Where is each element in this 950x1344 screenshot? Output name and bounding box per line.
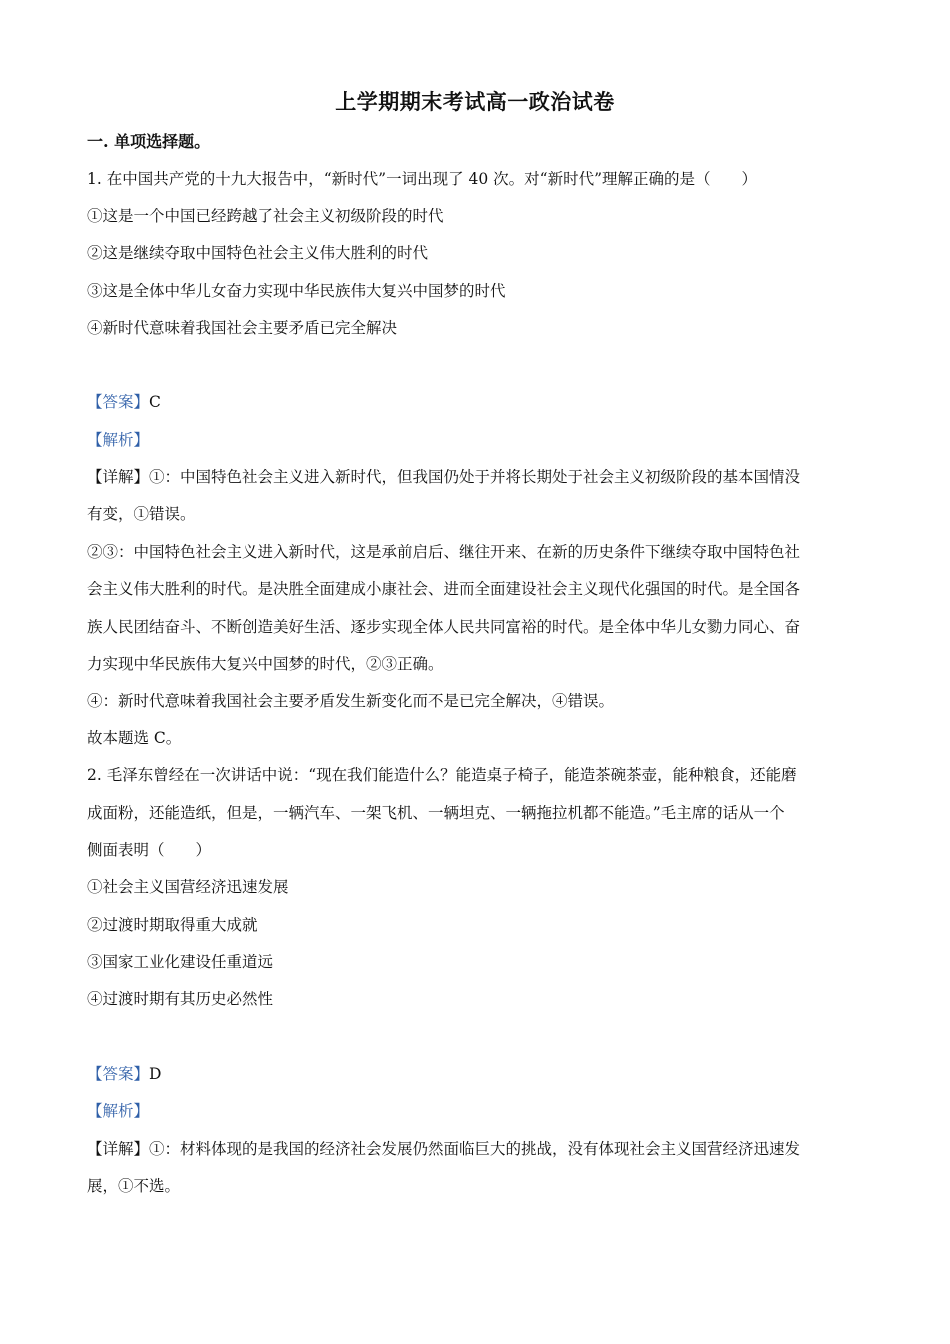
q2-stem-line-2: 成面粉，还能造纸，但是，一辆汽车、一架飞机、一辆坦克、一辆拖拉机都不能造。”毛主席的话从一个 (87, 804, 785, 822)
q1-detail-line-7: ④：新时代意味着我国社会主要矛盾发生新变化而不是已完全解决，④错误。 (87, 692, 615, 710)
page-title: 上学期期末考试高一政治试卷 (335, 89, 615, 114)
q2-answer-value: D (149, 1065, 162, 1083)
q2-detail-line-2: 展，①不选。 (87, 1177, 181, 1195)
q2-answer (87, 1063, 877, 1085)
q1-detail-line-4: 会主义伟大胜利的时代。是决胜全面建成小康社会、进而全面建设社会主义现代化强国的时代。是全国各 (87, 580, 801, 598)
q1-detail-line-1 (87, 466, 877, 488)
q2-item-2: ②过渡时期取得重大成就 (87, 916, 258, 934)
q2-item-1: ①社会主义国营经济迅速发展 (87, 878, 289, 896)
section-heading: 一. 单项选择题。 (87, 132, 211, 151)
q1-answer-value: C (149, 393, 161, 411)
q1-answer-tag: 【答案】 (87, 393, 150, 411)
q1-item-2: ②这是继续夺取中国特色社会主义伟大胜利的时代 (87, 244, 429, 262)
q1-item-3: ③这是全体中华儿女奋力实现中华民族伟大复兴中国梦的时代 (87, 282, 506, 300)
q2-item-3: ③国家工业化建设任重道远 (87, 953, 274, 971)
q1-detail-line-2: 有变，①错误。 (87, 505, 196, 523)
q2-detail-text-1: ①：材料体现的是我国的经济社会发展仍然面临巨大的挑战，没有体现社会主义国营经济迅速发 (149, 1140, 801, 1158)
q1-detail-tag: 【详解】 (87, 468, 150, 486)
q2-stem-line-1: 2. 毛泽东曾经在一次讲话中说：“现在我们能造什么？能造桌子椅子，能造茶碗茶壶，能种粮食，还能磨 (87, 766, 797, 784)
q1-item-4: ④新时代意味着我国社会主要矛盾已完全解决 (87, 319, 398, 337)
q1-answer (87, 391, 877, 413)
q1-analysis-tag: 【解析】 (87, 431, 150, 449)
q1-item-1: ①这是一个中国已经跨越了社会主义初级阶段的时代 (87, 207, 444, 225)
q2-analysis-tag: 【解析】 (87, 1102, 150, 1120)
q2-answer-tag: 【答案】 (87, 1065, 150, 1083)
q1-detail-line-5: 族人民团结奋斗、不断创造美好生活、逐步实现全体人民共同富裕的时代。是全体中华儿女勠力同心、奋 (87, 618, 801, 636)
q1-detail-line-3: ②③：中国特色社会主义进入新时代，这是承前启后、继往开来、在新的历史条件下继续夺取中国特色社 (87, 543, 801, 561)
q2-detail-line-1 (87, 1138, 877, 1160)
q2-item-4: ④过渡时期有其历史必然性 (87, 990, 274, 1008)
q1-stem: 1. 在中国共产党的十九大报告中，“新时代”一词出现了 40 次。对“新时代”理解正确的是（ ） (87, 170, 757, 188)
q1-detail-line-6: 力实现中华民族伟大复兴中国梦的时代，②③正确。 (87, 655, 444, 673)
q2-detail-tag: 【详解】 (87, 1140, 150, 1158)
q1-detail-line-8: 故本题选 C。 (87, 729, 182, 747)
q2-stem-line-3: 侧面表明（ ） (87, 841, 212, 859)
q1-detail-text-1: ①：中国特色社会主义进入新时代，但我国仍处于并将长期处于社会主义初级阶段的基本国情没 (149, 468, 801, 486)
